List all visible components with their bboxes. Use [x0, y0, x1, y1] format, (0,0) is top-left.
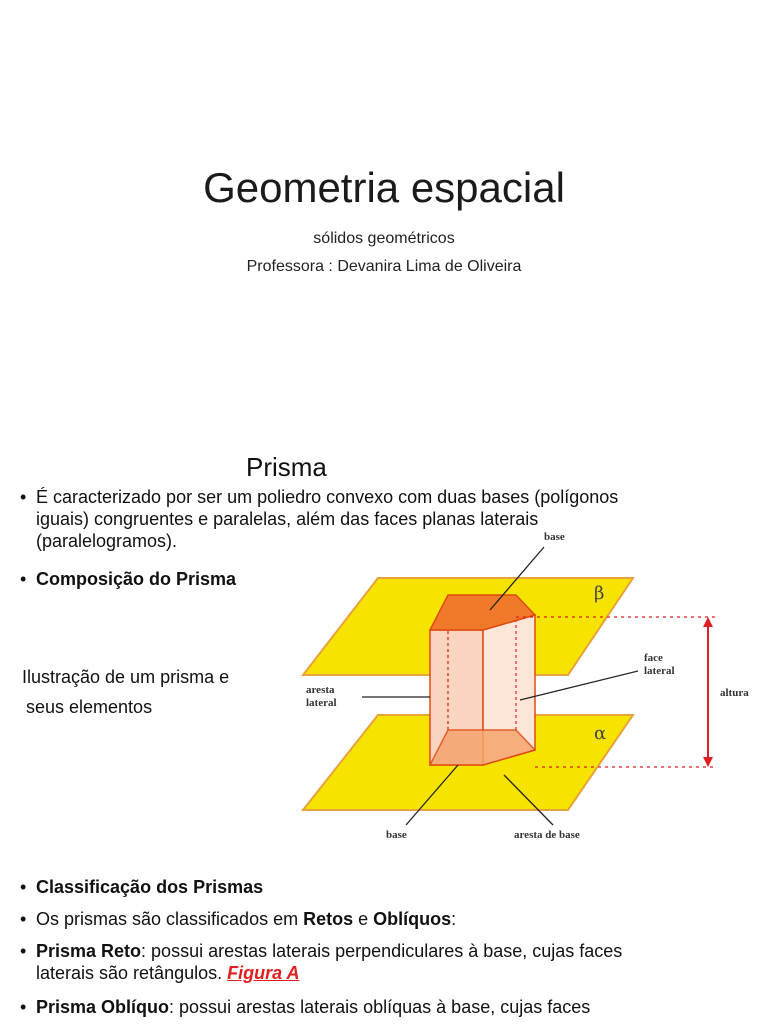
bullet-classificacao [20, 876, 760, 898]
prism-diagram [298, 525, 768, 855]
tipos-retos: Retos [303, 909, 354, 929]
caption-line-1: Ilustração de um prisma e [22, 667, 230, 687]
prisma-reto-line-2-text: laterais são retângulos. [36, 963, 228, 983]
definition-line-1: É caracterizado por ser um poliedro convexo com duas bases (polígonos [36, 487, 619, 507]
bullet-dot: • [20, 877, 27, 897]
composicao-heading: Composição do Prisma [36, 569, 237, 589]
bullet-dot: • [20, 941, 27, 961]
prisma-obliquo-label: Prisma Oblíquo [36, 997, 170, 1017]
tipos-pre: Os prismas são classificados em [36, 909, 304, 929]
bullet-prisma-obliquo [20, 996, 760, 1018]
bullet-dot: • [20, 909, 27, 929]
figura-a-link[interactable]: Figura A [227, 963, 300, 983]
prisma-reto-text: : possui arestas laterais perpendiculares à base, cujas faces [141, 941, 623, 961]
label-base-bottom: base [386, 829, 407, 841]
bullet-dot: • [20, 569, 27, 589]
classificacao-heading: Classificação dos Prismas [36, 877, 264, 897]
bullet-dot: • [20, 487, 27, 507]
teacher-name: Professora : Devanira Lima de Oliveira [246, 258, 522, 275]
prisma-obliquo-text: : possui arestas laterais oblíquas à base, cujas faces [169, 997, 591, 1017]
label-aresta-lateral-1: aresta [306, 684, 335, 696]
definition-line-3: (paralelogramos). [36, 531, 178, 551]
slide-subtitle: sólidos geométricos [313, 230, 455, 247]
label-altura: altura [720, 687, 749, 699]
title-slide [0, 0, 768, 420]
label-face-2: lateral [644, 665, 675, 677]
caption-line-2: seus elementos [26, 697, 153, 717]
label-aresta-lateral-2: lateral [306, 697, 337, 709]
label-base-top: base [544, 531, 565, 543]
illustration-caption [22, 662, 272, 722]
slide-title: Geometria espacial [203, 164, 565, 211]
tipos-post: : [451, 909, 457, 929]
prisma-title: Prisma [246, 452, 327, 482]
bullet-tipos [20, 908, 760, 930]
definition-line-2: iguais) congruentes e paralelas, além das faces planas laterais [36, 509, 539, 529]
prisma-reto-label: Prisma Reto [36, 941, 142, 961]
tipos-mid: e [353, 909, 374, 929]
label-aresta-de-base: aresta de base [514, 829, 580, 841]
bullet-dot: • [20, 997, 27, 1017]
prisma-slide [0, 430, 768, 1024]
label-beta: β [594, 583, 605, 604]
label-face-1: face [644, 652, 663, 664]
label-alpha: α [594, 723, 607, 744]
bullet-prisma-reto [20, 940, 760, 984]
prisma-reto-line-2 [20, 962, 760, 984]
tipos-obliquos: Oblíquos [373, 909, 452, 929]
